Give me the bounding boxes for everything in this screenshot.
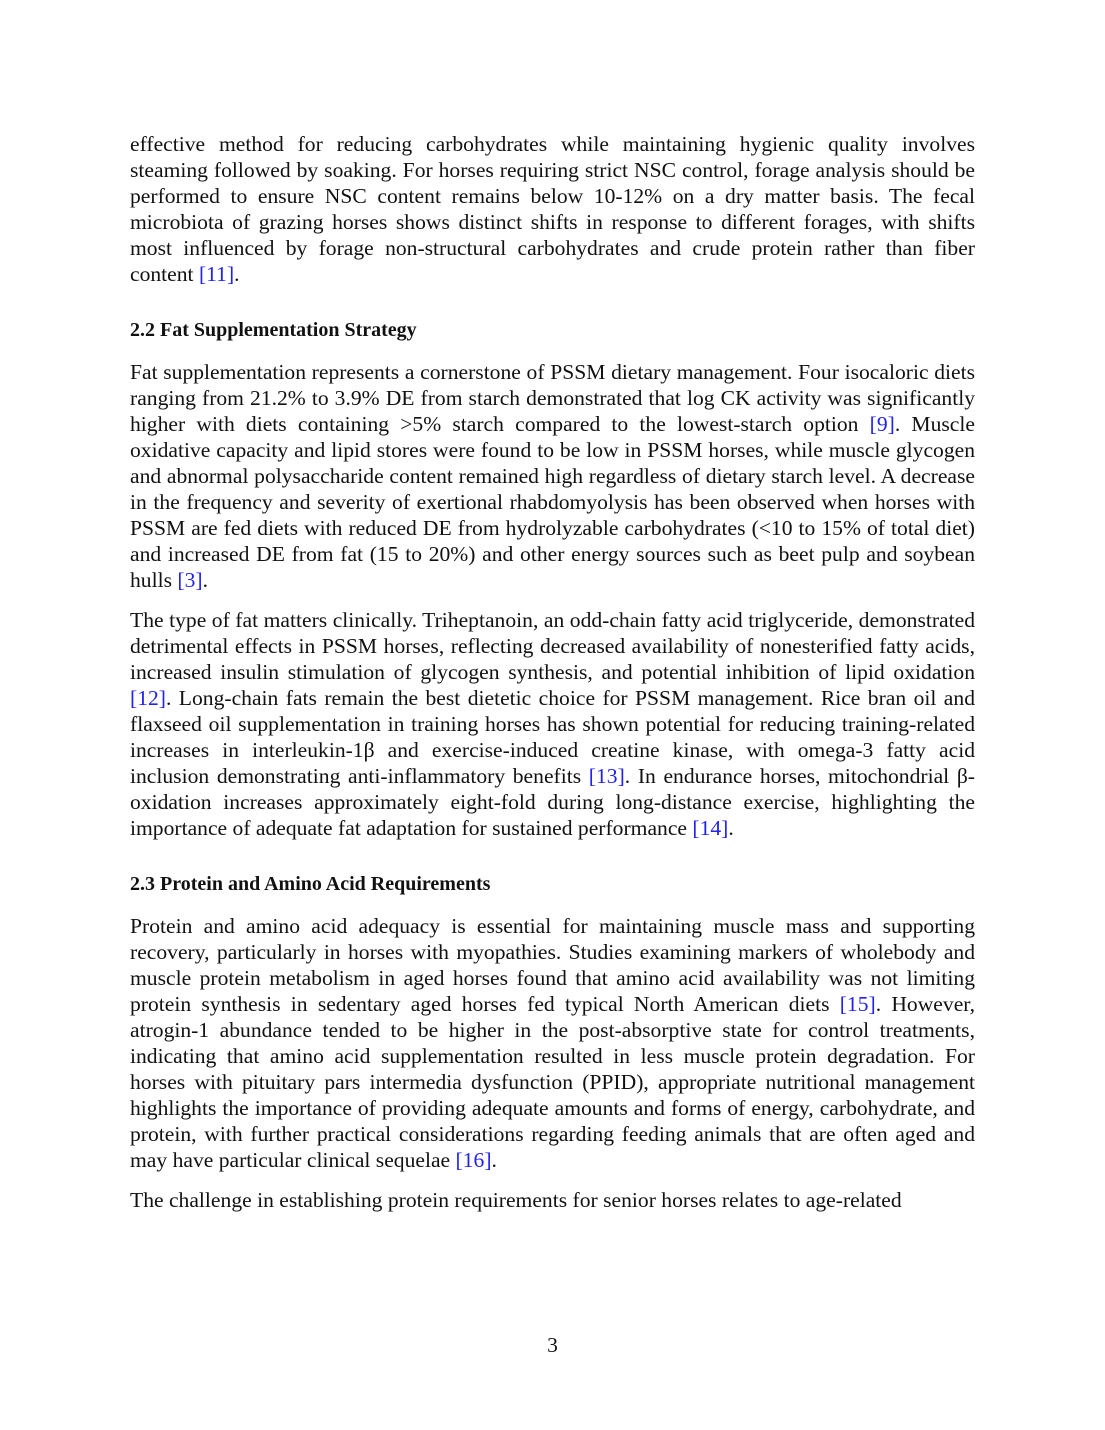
protein-paragraph-2: The challenge in establishing protein requirements for senior horses relates to age-related (130, 1188, 902, 1212)
section-heading-fat-supplementation: 2.2 Fat Supplementation Strategy (130, 319, 417, 341)
citation-link[interactable]: [12] (130, 686, 166, 710)
page-body (130, 131, 975, 1227)
citation-link[interactable]: [14] (692, 816, 729, 840)
citation-link[interactable]: [13] (588, 764, 625, 788)
fat-paragraph-2: The type of fat matters clinically. Triheptanoin, an odd-chain fatty acid triglyceride, demonstrated detrimental effects in PSSM horses, reflecting decreased availability of nonesterified fatty acids, increased insulin stimulation of glycogen synthesis, and potential inhibition of lipid oxidation [12]. Long-chain fats remain the best dietetic choice for PSSM management. Rice bran oil and flaxseed oil supplementation in training horses has shown potential for reducing training-related increases in interleukin-1β and exercise-induced creatine kinase, with omega-3 fatty acid inclusion demonstrating anti-inflammatory benefits [13]. In endurance horses, mitochondrial β-oxidation increases approximately eight-fold during long-distance exercise, highlighting the importance of adequate fat adaptation for sustained performance [14]. (130, 608, 975, 840)
intro-paragraph: effective method for reducing carbohydrates while maintaining hygienic quality involves steaming followed by soaking. For horses requiring strict NSC control, forage analysis should be performed to ensure NSC content remains below 10-12% on a dry matter basis. The fecal microbiota of grazing horses shows distinct shifts in response to different forages, with shifts most influenced by forage non-structural carbohydrates and crude protein rather than fiber content [11]. (130, 132, 975, 286)
page-number: 3 (547, 1333, 558, 1357)
citation-link[interactable]: [16] (455, 1148, 492, 1172)
citation-link[interactable]: [11] (198, 262, 235, 286)
fat-paragraph-1: Fat supplementation represents a cornerstone of PSSM dietary management. Four isocaloric diets ranging from 21.2% to 3.9% DE from starch demonstrated that log CK activity was significantly higher with diets containing >5% starch compared to the lowest-starch option [9]. Muscle oxidative capacity and lipid stores were found to be low in PSSM horses, while muscle glycogen and abnormal polysaccharide content remained high regardless of dietary starch level. A decrease in the frequency and severity of exertional rhabdomyolysis has been observed when horses with PSSM are fed diets with reduced DE from hydrolyzable carbohydrates (<10 to 15% of total diet) and increased DE from fat (15 to 20%) and other energy sources such as beet pulp and soybean hulls [3]. (130, 360, 975, 592)
citation-link[interactable]: [3] (177, 568, 203, 592)
section-heading-protein-requirements: 2.3 Protein and Amino Acid Requirements (130, 873, 491, 895)
protein-paragraph-1: Protein and amino acid adequacy is essential for maintaining muscle mass and supporting recovery, particularly in horses with myopathies. Studies examining markers of wholebody and muscle protein metabolism in aged horses found that amino acid availability was not limiting protein synthesis in sedentary aged horses fed typical North American diets [15]. However, atrogin-1 abundance tended to be higher in the post-absorptive state for control treatments, indicating that amino acid supplementation resulted in less muscle protein degradation. For horses with pituitary pars intermedia dysfunction (PPID), appropriate nutritional management highlights the importance of providing adequate amounts and forms of energy, carbohydrate, and protein, with further practical considerations regarding feeding animals that are often aged and may have particular clinical sequelae [16]. (130, 914, 975, 1172)
citation-link[interactable]: [9] (869, 412, 895, 436)
citation-link[interactable]: [15] (839, 992, 876, 1016)
